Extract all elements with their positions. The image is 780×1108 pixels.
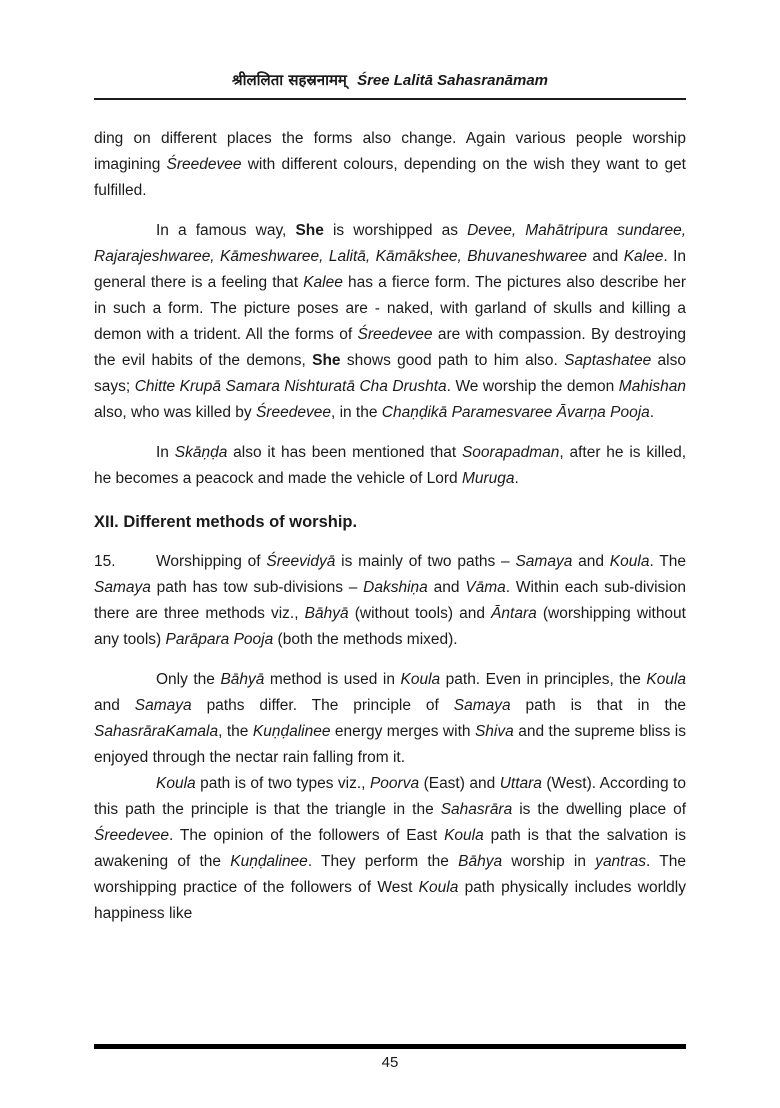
- header-devanagari: श्रीललिता सहस्रनामम्: [231, 71, 347, 89]
- paragraph: Koula path is of two types viz., Poorva (East) and Uttara (West). According to this path the principle is that the triangle in the Sahasrāra is the dwelling place of Śreedevee. The opinion of the followers of East Koula path is that the salvation is awakening of the Kuṇḍalinee. They perform the Bāhya worship in yantras. The worshipping practice of the followers of West Koula path physically includes worldly happiness like: [94, 775, 686, 922]
- document-body: [94, 126, 686, 927]
- book-header: [94, 70, 686, 100]
- paragraph: In Skāṇḍa also it has been mentioned that Soorapadman, after he is killed, he becomes a peacock and made the vehicle of Lord Muruga.: [94, 444, 687, 487]
- paragraph: In a famous way, She is worshipped as Devee, Mahātripura sundaree, Rajarajeshwaree, Kāmeshwaree, Lalitā, Kāmākshee, Bhuvaneshwaree and Kalee. In general there is a feeling that Kalee has a fierce form. The pictures also describe her in such a form. The picture poses are - naked, with garland of skulls and killing a demon with a trident. All the forms of Śreedevee are with compassion. By destroying the evil habits of the demons, She shows good path to him also. Saptashatee also says; Chitte Krupā Samara Nishturatā Cha Drushta. We worship the demon Mahishan also, who was killed by Śreedevee, in the Chaṇḍikā Paramesvaree Āvarṇa Pooja.: [94, 222, 687, 421]
- page-number: 45: [381, 1054, 399, 1071]
- paragraph: ding on different places the forms also change. Again various people worship imagining Śreedevee with different colours, depending on the wish they want to get fulfilled.: [94, 130, 686, 199]
- section-heading: XII. Different methods of worship.: [94, 513, 358, 531]
- footer-rule: [94, 1044, 686, 1049]
- numbered-paragraph: 15. Worshipping of Śreevidyā is mainly of two paths – Samaya and Koula. The Samaya path has tow sub-divisions – Dakshiṇa and Vāma. Within each sub-division there are three methods viz., Bāhyā (without tools) and Āntara (worshipping without any tools) Parāpara Pooja (both the methods mixed).: [94, 549, 686, 653]
- header-title: Śree Lalitā Sahasranāmam: [357, 72, 549, 89]
- paragraph: Only the Bāhyā method is used in Koula path. Even in principles, the Koula and Samaya paths differ. The principle of Samaya path is that in the SahasrāraKamala, the Kuṇḍalinee energy merges with Shiva and the supreme bliss is enjoyed through the nectar rain falling from it.: [94, 671, 687, 766]
- paragraph-number: 15.: [94, 553, 116, 570]
